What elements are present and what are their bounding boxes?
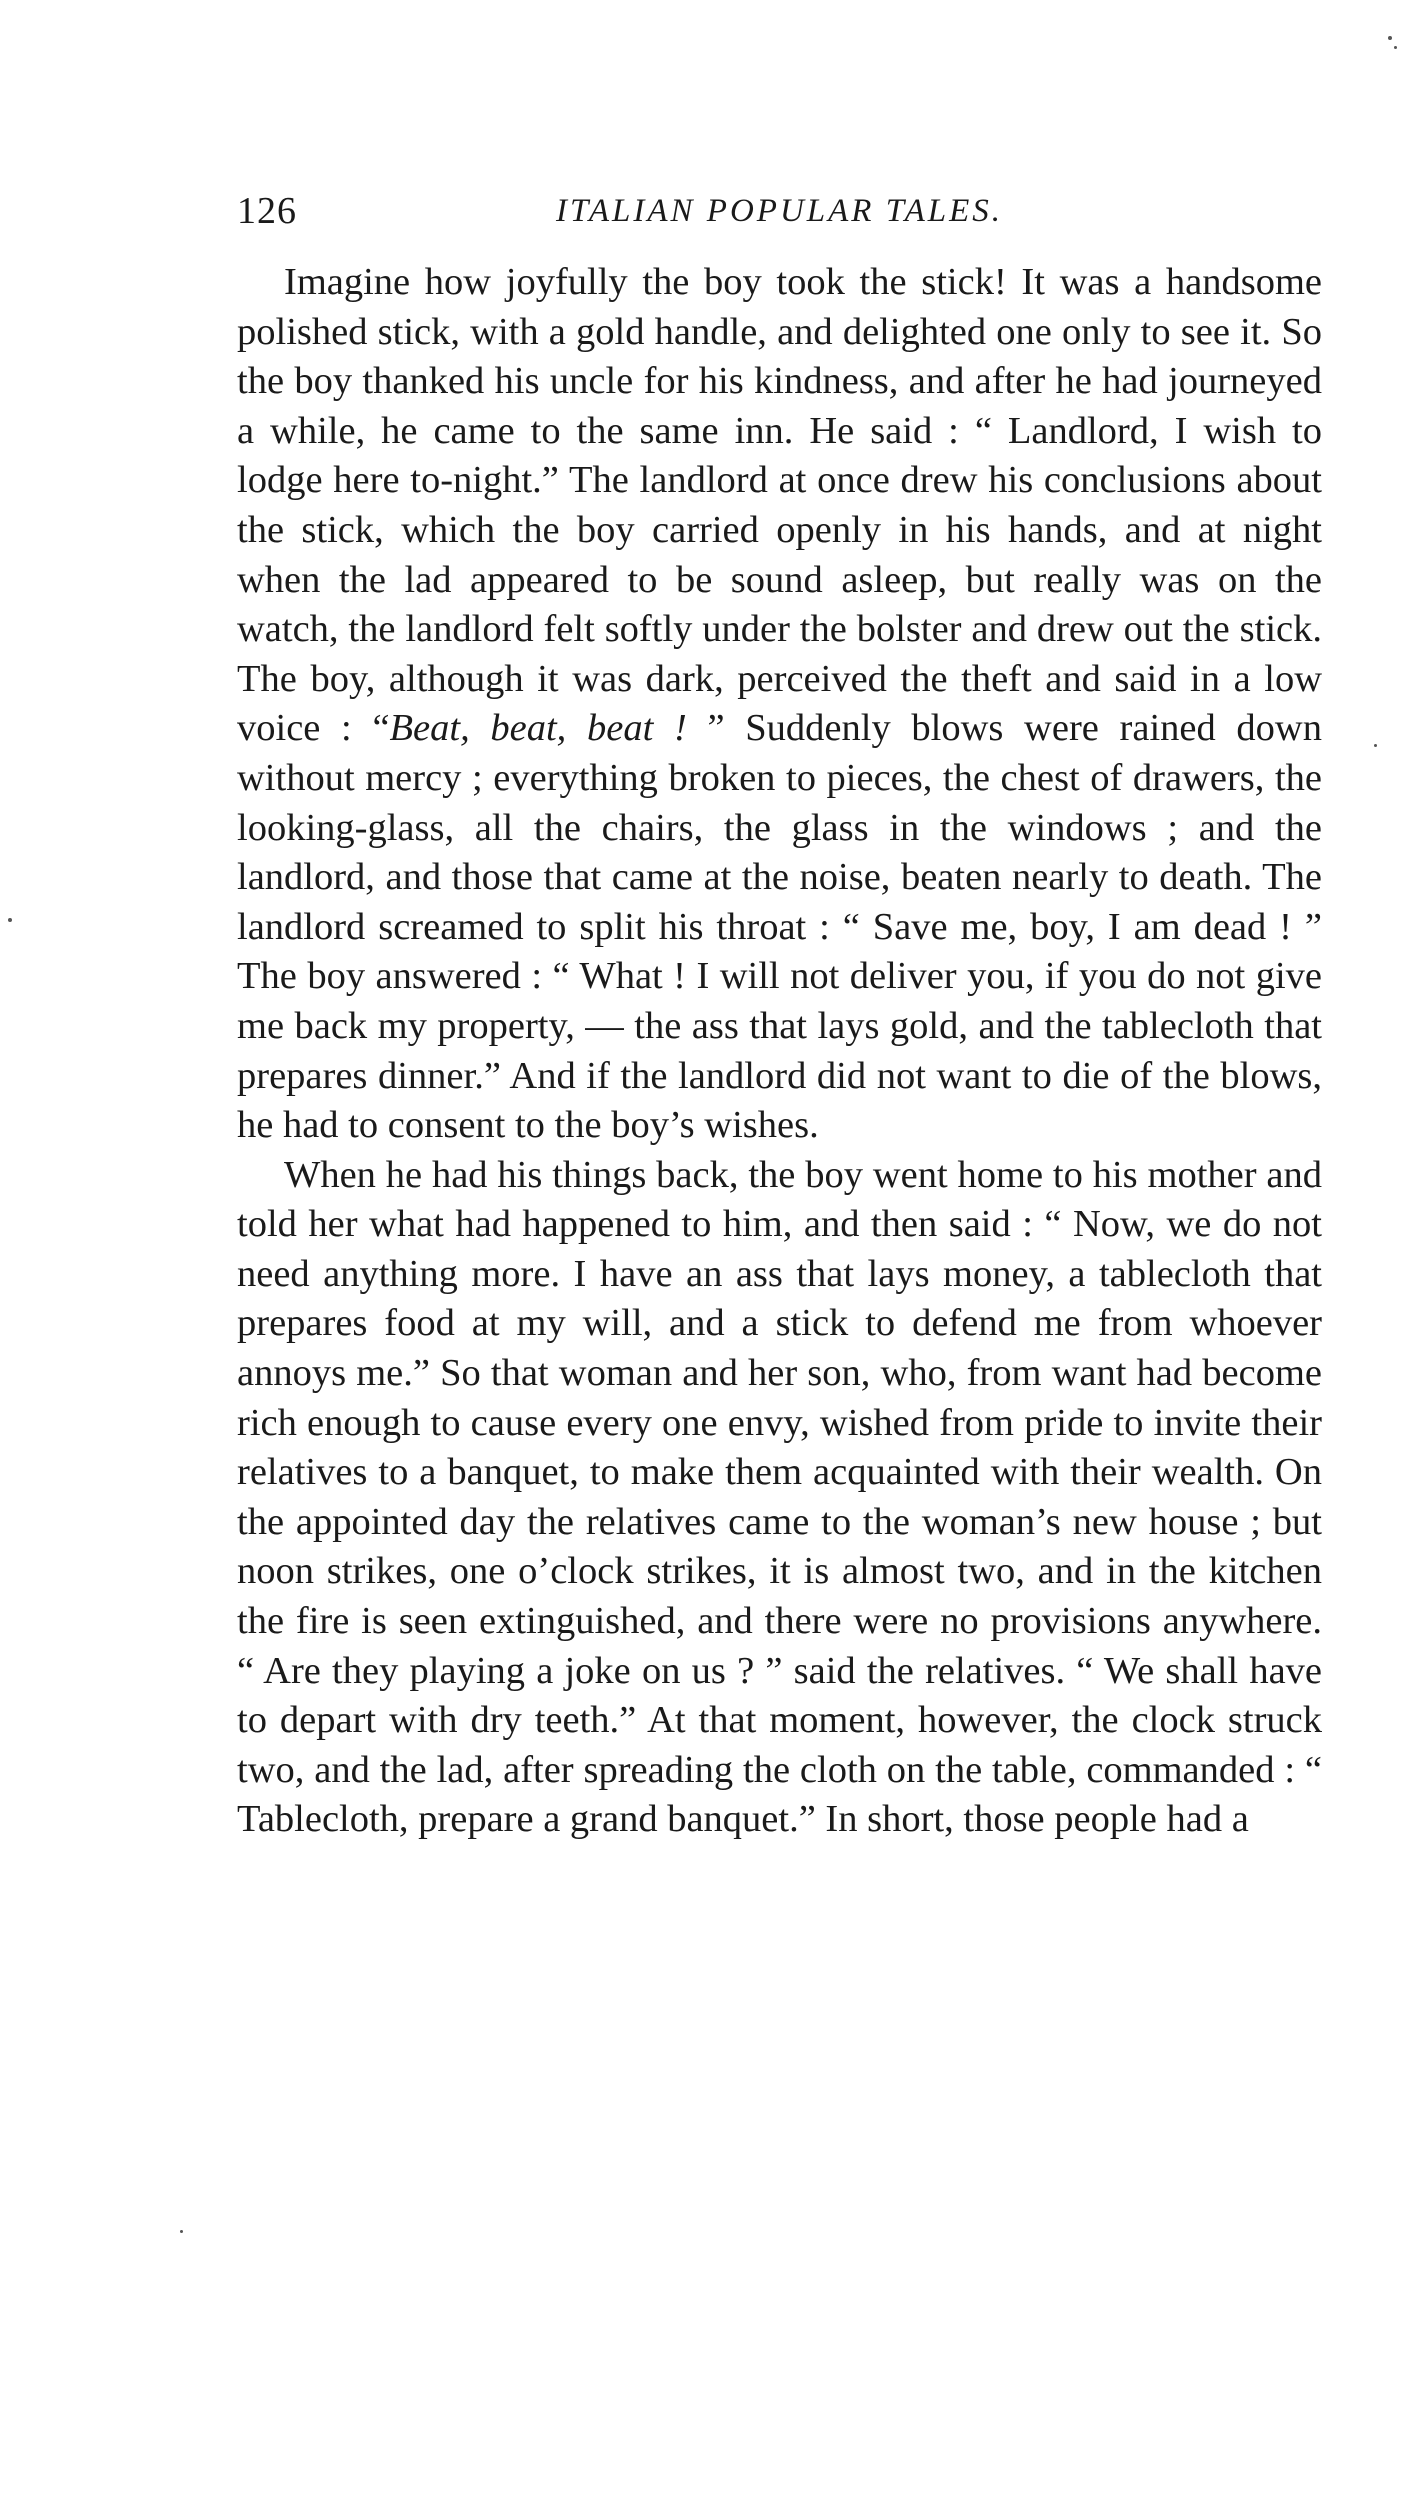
scan-speck [1388,36,1392,40]
scan-speck [180,2230,183,2233]
scan-speck [1394,46,1397,49]
scan-speck [8,918,12,922]
paragraph-1-text-end: ” Suddenly blows were rained down without mercy ; everything broken to pieces, the chest of drawers, the looking-glass, all the chairs, the glass in the windows ; and the landlord, and those that came at the noise, beaten nearly to death. The landlord screamed to split his throat : “ Save me, boy, I am dead ! ” The boy answered : “ What ! I will not deliver you, if you do not give me back my property, — the ass that lays gold, and the tablecloth that prepares dinner.” And if the landlord did not want to die of the blows, he had to consent to the boy’s wishes. [237,707,1322,1147]
scan-speck [1374,744,1377,747]
page-header [237,186,1322,236]
running-title: ITALIAN POPULAR TALES. [555,193,1004,229]
paragraph-1 [237,258,1322,1151]
paragraph-1-text-start: Imagine how joyfully the boy took the stick! It was a handsome polished stick, with a gold handle, and delighted one only to see it. So the boy thanked his uncle for his kindness, and after he had journeyed a while, he came to the same inn. He said : “ Landlord, I wish to lodge here to-night.” The landlord at once drew his conclusions about the stick, which the boy carried openly in his hands, and at night when the lad appeared to be sound asleep, but really was on the watch, the landlord felt softly under the bolster and drew out the stick. The boy, although it was dark, perceived the theft and said in a low voice : “ [237,261,1322,750]
paragraph-2: When he had his things back, the boy went home to his mother and told her what had happened to him, and then said : “ Now, we do not need anything more. I have an ass that lays money, a tablecloth that prepares food at my will, and a stick to defend me from whoever annoys me.” So that woman and her son, who, from want had become rich enough to cause every one envy, wished from pride to invite their relatives to a banquet, to make them acquainted with their wealth. On the appointed day the relatives came to the woman’s new house ; but noon strikes, one o’clock strikes, it is almost two, and in the kitchen the fire is seen extinguished, and there were no provisions anywhere. “ Are they playing a joke on us ? ” said the relatives. “ We shall have to depart with dry teeth.” At that moment, however, the clock struck two, and the lad, after spreading the cloth on the table, commanded : “ Tablecloth, prepare a grand banquet.” In short, those people had a [237,1153,1322,1841]
text-body [237,258,1322,1845]
page-number: 126 [237,190,297,232]
italic-words: Beat, beat, beat ! [389,707,687,750]
